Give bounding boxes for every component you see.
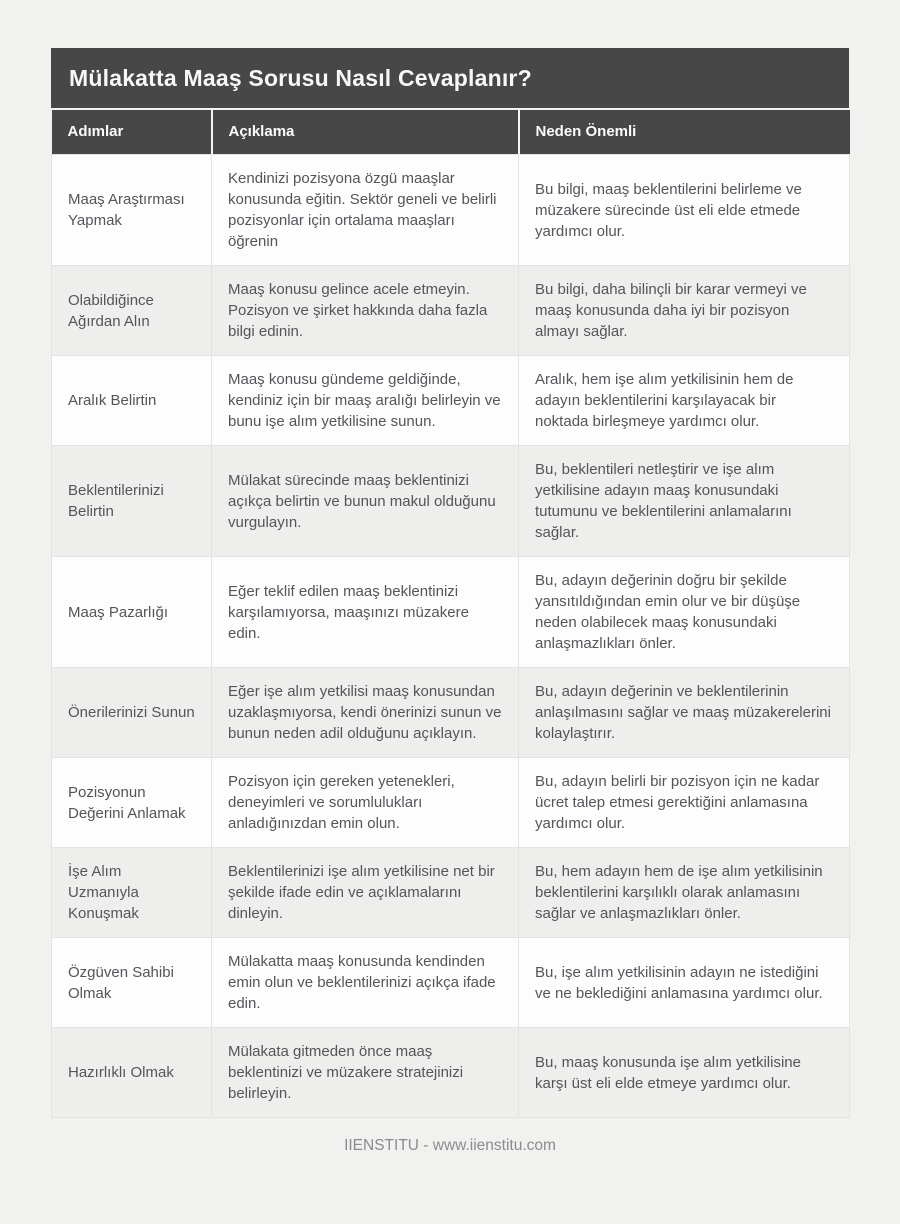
step-cell: Beklentilerinizi Belirtin [52, 446, 212, 557]
importance-cell: Bu, beklentileri netleştirir ve işe alım yetkilisine adayın maaş konusundaki tutumunu ve beklentilerini anlamalarını sağlar. [519, 446, 850, 557]
column-header-description: Açıklama [212, 110, 519, 155]
description-cell: Kendinizi pozisyona özgü maaşlar konusunda eğitin. Sektör geneli ve belirli pozisyonlar için ortalama maaşları öğrenin [212, 155, 519, 266]
table-row [52, 1028, 850, 1118]
page-title: Mülakatta Maaş Sorusu Nasıl Cevaplanır? [51, 48, 849, 108]
description-cell: Eğer işe alım yetkilisi maaş konusundan uzaklaşmıyorsa, kendi önerinizi sunun ve bunun neden adil olduğunu açıklayın. [212, 668, 519, 758]
footer-credit: IIENSTITU - www.iienstitu.com [344, 1137, 556, 1154]
table-row [52, 356, 850, 446]
table-row [52, 758, 850, 848]
description-cell: Mülakat sürecinde maaş beklentinizi açıkça belirtin ve bunun makul olduğunu vurgulayın. [212, 446, 519, 557]
description-cell: Mülakata gitmeden önce maaş beklentinizi ve müzakere stratejinizi belirleyin. [212, 1028, 519, 1118]
column-header-steps: Adımlar [52, 110, 212, 155]
table-row [52, 848, 850, 938]
step-cell: Özgüven Sahibi Olmak [52, 938, 212, 1028]
table-row [52, 266, 850, 356]
description-cell: Pozisyon için gereken yetenekleri, deneyimleri ve sorumlulukları anladığınızdan emin olun. [212, 758, 519, 848]
importance-cell: Bu, hem adayın hem de işe alım yetkilisinin beklentilerini karşılıklı olarak anlamasını sağlar ve anlaşmazlıkları önler. [519, 848, 850, 938]
step-cell: Maaş Araştırması Yapmak [52, 155, 212, 266]
description-cell: Mülakatta maaş konusunda kendinden emin olun ve beklentilerinizi açıkça ifade edin. [212, 938, 519, 1028]
importance-cell: Aralık, hem işe alım yetkilisinin hem de adayın beklentilerini karşılayacak bir noktada birleşmeye yardımcı olur. [519, 356, 850, 446]
description-cell: Maaş konusu gündeme geldiğinde, kendiniz için bir maaş aralığı belirleyin ve bunu işe alım yetkilisine sunun. [212, 356, 519, 446]
step-cell: Maaş Pazarlığı [52, 557, 212, 668]
table-row [52, 557, 850, 668]
importance-cell: Bu, maaş konusunda işe alım yetkilisine karşı üst eli elde etmeye yardımcı olur. [519, 1028, 850, 1118]
importance-cell: Bu, adayın değerinin ve beklentilerinin anlaşılmasını sağlar ve maaş müzakerelerini kolaylaştırır. [519, 668, 850, 758]
step-cell: Pozisyonun Değerini Anlamak [52, 758, 212, 848]
table-row [52, 668, 850, 758]
table-row [52, 938, 850, 1028]
table-header-row [52, 110, 850, 155]
table-row [52, 155, 850, 266]
importance-cell: Bu, adayın belirli bir pozisyon için ne kadar ücret talep etmesi gerektiğini anlamasına yardımcı olur. [519, 758, 850, 848]
step-cell: İşe Alım Uzmanıyla Konuşmak [52, 848, 212, 938]
page-background [0, 48, 900, 1224]
steps-table [51, 110, 850, 1118]
description-cell: Eğer teklif edilen maaş beklentinizi karşılamıyorsa, maaşınızı müzakere edin. [212, 557, 519, 668]
document-card [51, 48, 849, 1185]
step-cell: Önerilerinizi Sunun [52, 668, 212, 758]
importance-cell: Bu bilgi, maaş beklentilerini belirleme ve müzakere sürecinde üst eli elde etmede yardımcı olur. [519, 155, 850, 266]
table-row [52, 446, 850, 557]
importance-cell: Bu, adayın değerinin doğru bir şekilde yansıtıldığından emin olur ve bir düşüşe neden olabilecek maaş konusundaki anlaşmazlıkları önler. [519, 557, 850, 668]
description-cell: Maaş konusu gelince acele etmeyin. Pozisyon ve şirket hakkında daha fazla bilgi edinin. [212, 266, 519, 356]
step-cell: Aralık Belirtin [52, 356, 212, 446]
description-cell: Beklentilerinizi işe alım yetkilisine net bir şekilde ifade edin ve açıklamalarını dinleyin. [212, 848, 519, 938]
importance-cell: Bu bilgi, daha bilinçli bir karar vermeyi ve maaş konusunda daha iyi bir pozisyon almayı sağlar. [519, 266, 850, 356]
step-cell: Olabildiğince Ağırdan Alın [52, 266, 212, 356]
importance-cell: Bu, işe alım yetkilisinin adayın ne istediğini ve ne beklediğini anlamasına yardımcı olur. [519, 938, 850, 1028]
column-header-importance: Neden Önemli [519, 110, 850, 155]
step-cell: Hazırlıklı Olmak [52, 1028, 212, 1118]
